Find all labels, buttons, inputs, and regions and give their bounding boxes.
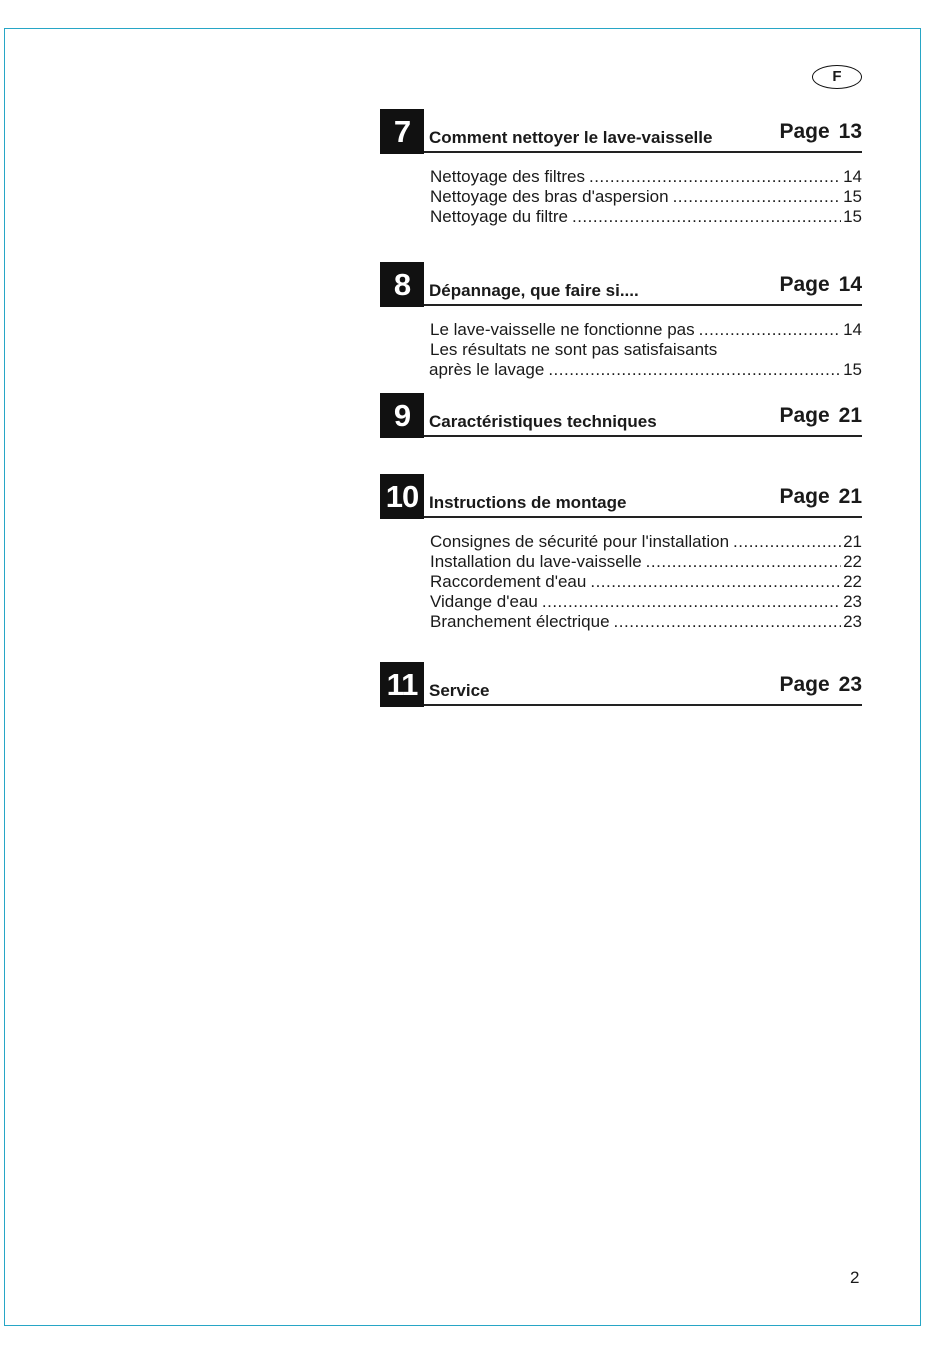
section-rule <box>424 516 862 518</box>
entry-text: Raccordement d'eau <box>430 572 587 591</box>
entry-page: 23 <box>843 612 862 631</box>
entry-page: 15 <box>843 360 862 379</box>
entry-page: 15 <box>843 207 862 226</box>
entry-page: 23 <box>843 592 862 611</box>
page-value: 14 <box>838 273 862 296</box>
toc-entry[interactable] <box>430 572 862 592</box>
section-title[interactable]: Dépannage, que faire si.... <box>429 281 639 300</box>
leader-dots <box>673 187 842 207</box>
toc-entry[interactable] <box>430 552 862 572</box>
entry-text: Nettoyage des filtres <box>430 167 585 186</box>
section-rule <box>424 704 862 706</box>
entry-text: Le lave-vaisselle ne fonctionne pas <box>430 320 695 339</box>
section-title[interactable]: Service <box>429 681 490 700</box>
page-label: Page <box>779 673 830 696</box>
toc-entry[interactable] <box>430 207 862 227</box>
section-number: 10 <box>380 474 424 519</box>
entry-text: Consignes de sécurité pour l'installation <box>430 532 730 551</box>
section-number: 9 <box>380 393 424 438</box>
page-label: Page <box>779 273 830 296</box>
page-value: 23 <box>838 673 862 696</box>
section-title[interactable]: Instructions de montage <box>429 493 627 512</box>
section-entries <box>430 320 862 380</box>
section-title[interactable]: Caractéristiques techniques <box>429 412 657 431</box>
section-rule <box>424 435 862 437</box>
page-value: 21 <box>838 404 862 427</box>
page-label: Page <box>779 120 830 143</box>
toc-entry[interactable] <box>430 612 862 632</box>
page-value: 13 <box>838 120 862 143</box>
page-number: 2 <box>850 1268 860 1287</box>
entry-page: 21 <box>843 532 862 551</box>
section-page-ref <box>779 404 862 428</box>
leader-dots <box>614 612 842 632</box>
toc-entry[interactable] <box>430 592 862 612</box>
section-title[interactable]: Comment nettoyer le lave-vaisselle <box>429 128 713 147</box>
language-badge: F <box>812 65 862 89</box>
section-number: 7 <box>380 109 424 154</box>
leader-dots <box>699 320 841 340</box>
leader-dots <box>548 360 841 380</box>
leader-dots <box>646 552 841 572</box>
entry-page: 15 <box>843 187 862 206</box>
entry-text: Nettoyage des bras d'aspersion <box>430 187 669 206</box>
leader-dots <box>589 167 841 187</box>
toc-entry[interactable] <box>430 320 862 340</box>
section-entries <box>430 167 862 227</box>
entry-page: 14 <box>843 167 862 186</box>
leader-dots <box>572 207 841 227</box>
toc-entry[interactable] <box>430 187 862 207</box>
leader-dots <box>733 532 841 552</box>
entry-text: Vidange d'eau <box>430 592 538 611</box>
entry-text: Installation du lave-vaisselle <box>430 552 642 571</box>
section-page-ref <box>779 120 862 144</box>
entry-page: 22 <box>843 572 862 591</box>
toc-entry[interactable] <box>430 532 862 552</box>
toc-entry[interactable] <box>430 167 862 187</box>
entry-page: 14 <box>843 320 862 339</box>
entry-page: 22 <box>843 552 862 571</box>
page-label: Page <box>779 485 830 508</box>
entry-text: après le lavage <box>429 360 545 379</box>
toc-entry[interactable] <box>429 360 862 380</box>
section-page-ref <box>779 673 862 697</box>
section-page-ref <box>779 485 862 509</box>
leader-dots <box>542 592 841 612</box>
toc-entry[interactable] <box>430 340 862 360</box>
entry-text: Les résultats ne sont pas satisfaisants <box>430 340 718 359</box>
page-label: Page <box>779 404 830 427</box>
section-number: 8 <box>380 262 424 307</box>
section-page-ref <box>779 273 862 297</box>
entry-text: Branchement électrique <box>430 612 610 631</box>
page-value: 21 <box>838 485 862 508</box>
leader-dots <box>590 572 841 592</box>
section-number: 11 <box>380 662 424 707</box>
section-entries <box>430 532 862 632</box>
section-rule <box>424 304 862 306</box>
section-rule <box>424 151 862 153</box>
entry-text: Nettoyage du filtre <box>430 207 568 226</box>
